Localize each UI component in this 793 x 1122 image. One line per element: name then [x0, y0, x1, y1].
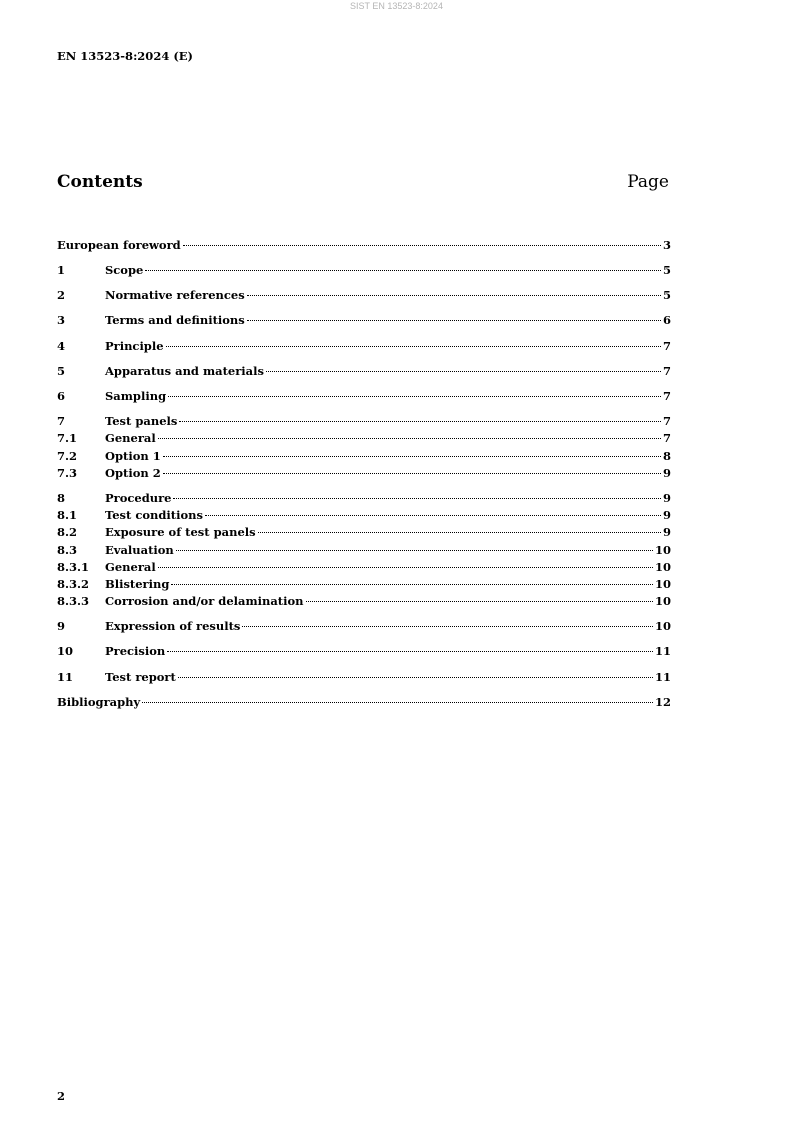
- toc-entry-number: 11: [57, 670, 74, 684]
- leader-dots: [173, 498, 661, 499]
- toc-entry-3[interactable]: [57, 312, 671, 329]
- leader-dots: [158, 567, 653, 568]
- toc-entry-title: Blistering: [105, 577, 170, 591]
- toc-entry-title: Procedure: [105, 491, 172, 505]
- toc-entry-7[interactable]: [57, 413, 671, 430]
- leader-dots: [258, 532, 661, 533]
- toc-entry-8-2[interactable]: [57, 524, 671, 541]
- toc-entry-10[interactable]: [57, 643, 671, 660]
- leader-dots: [171, 584, 653, 585]
- toc-entry-page: 11: [654, 670, 671, 684]
- toc-entry-8-3-3[interactable]: [57, 593, 671, 610]
- leader-dots: [176, 550, 653, 551]
- toc-entry-page: 7: [662, 431, 671, 445]
- toc-entry-7-3[interactable]: [57, 465, 671, 482]
- toc-entry-number: 7.1: [57, 431, 78, 445]
- toc-entry-number: 2: [57, 288, 66, 302]
- watermark: SIST EN 13523-8:2024: [350, 1, 443, 11]
- leader-dots: [167, 651, 653, 652]
- toc-entry-page: 9: [662, 466, 671, 480]
- toc-entry-title: Exposure of test panels: [105, 525, 256, 539]
- toc-entry-number: 9: [57, 619, 66, 633]
- toc-entry-title: General: [105, 560, 156, 574]
- toc-entry-number: 4: [57, 339, 66, 353]
- toc-entry-number: 8.3.3: [57, 594, 90, 608]
- leader-dots: [306, 601, 653, 602]
- toc-entry-11[interactable]: [57, 669, 671, 686]
- toc-entry-number: 7.3: [57, 466, 78, 480]
- leader-dots: [166, 346, 661, 347]
- toc-entry-title: Precision: [105, 644, 166, 658]
- toc-entry-2[interactable]: [57, 287, 671, 304]
- toc-entry-number: 1: [57, 263, 66, 277]
- toc-entry-page: 7: [662, 414, 671, 428]
- toc-entry-5[interactable]: [57, 363, 671, 380]
- toc-entry-6[interactable]: [57, 388, 671, 405]
- toc-entry-8-3-2[interactable]: [57, 576, 671, 593]
- toc-entry-page: 11: [654, 644, 671, 658]
- toc-entry-number: 8.2: [57, 525, 78, 539]
- leader-dots: [205, 515, 661, 516]
- leader-dots: [247, 295, 661, 296]
- toc-entry-7-1[interactable]: [57, 430, 671, 447]
- toc-entry-page: 10: [654, 594, 671, 608]
- toc-entry-bibliography[interactable]: [57, 694, 671, 711]
- toc-entry-number: 6: [57, 389, 66, 403]
- toc-entry-title: Scope: [105, 263, 144, 277]
- leader-dots: [168, 396, 661, 397]
- page-column-label: Page: [627, 172, 669, 192]
- toc-entry-title: Expression of results: [105, 619, 241, 633]
- leader-dots: [145, 270, 661, 271]
- toc-entry-number: 7: [57, 414, 66, 428]
- toc-entry-page: 7: [662, 389, 671, 403]
- toc-entry-title: Sampling: [105, 389, 167, 403]
- toc-entry-page: 3: [662, 238, 671, 252]
- toc-entry-number: 8.1: [57, 508, 78, 522]
- toc-entry-page: 10: [654, 577, 671, 591]
- toc-entry-page: 12: [654, 695, 671, 709]
- toc-entry-page: 9: [662, 508, 671, 522]
- toc-entry-number: 8.3: [57, 543, 78, 557]
- toc-entry-8[interactable]: [57, 490, 671, 507]
- toc-entry-page: 5: [662, 288, 671, 302]
- toc-entry-number: 8.3.2: [57, 577, 90, 591]
- toc-entry-foreword[interactable]: [57, 237, 671, 254]
- leader-dots: [163, 473, 661, 474]
- toc-entry-8-3[interactable]: [57, 542, 671, 559]
- toc-entry-title: Apparatus and materials: [105, 364, 264, 378]
- toc-entry-number: 7.2: [57, 449, 78, 463]
- toc-entry-title: Bibliography: [57, 695, 141, 709]
- document-id: EN 13523-8:2024 (E): [57, 49, 193, 63]
- toc-entry-1[interactable]: [57, 262, 671, 279]
- toc-entry-page: 9: [662, 491, 671, 505]
- toc-entry-page: 9: [662, 525, 671, 539]
- leader-dots: [179, 421, 661, 422]
- toc-entry-title: Corrosion and/or delamination: [105, 594, 304, 608]
- toc-entry-page: 10: [654, 560, 671, 574]
- contents-title: Contents: [57, 172, 143, 192]
- toc-entry-page: 5: [662, 263, 671, 277]
- toc-entry-page: 10: [654, 619, 671, 633]
- toc-entry-title: Evaluation: [105, 543, 174, 557]
- toc-entry-7-2[interactable]: [57, 448, 671, 465]
- leader-dots: [247, 320, 661, 321]
- toc-entry-number: 10: [57, 644, 74, 658]
- leader-dots: [178, 677, 653, 678]
- toc-entry-number: 8.3.1: [57, 560, 90, 574]
- leader-dots: [158, 438, 661, 439]
- toc-entry-title: European foreword: [57, 238, 181, 252]
- leader-dots: [183, 245, 661, 246]
- leader-dots: [163, 456, 661, 457]
- toc-entry-page: 7: [662, 339, 671, 353]
- toc-entry-title: Terms and definitions: [105, 313, 245, 327]
- toc-entry-title: Test conditions: [105, 508, 203, 522]
- leader-dots: [266, 371, 661, 372]
- toc-entry-title: Option 2: [105, 466, 161, 480]
- toc-entry-8-1[interactable]: [57, 507, 671, 524]
- toc-entry-title: Option 1: [105, 449, 161, 463]
- toc-entry-page: 7: [662, 364, 671, 378]
- toc-entry-number: 8: [57, 491, 66, 505]
- toc-entry-title: Normative references: [105, 288, 245, 302]
- toc-entry-number: 5: [57, 364, 66, 378]
- toc-entry-title: General: [105, 431, 156, 445]
- toc-entry-title: Test report: [105, 670, 176, 684]
- leader-dots: [242, 626, 653, 627]
- toc-entry-9[interactable]: [57, 618, 671, 635]
- toc-entry-title: Principle: [105, 339, 164, 353]
- toc-entry-title: Test panels: [105, 414, 178, 428]
- page-number: 2: [57, 1089, 66, 1103]
- toc-entry-8-3-1[interactable]: [57, 559, 671, 576]
- toc-entry-page: 6: [662, 313, 671, 327]
- toc-entry-4[interactable]: [57, 338, 671, 355]
- toc-entry-page: 10: [654, 543, 671, 557]
- toc-entry-number: 3: [57, 313, 66, 327]
- toc-entry-page: 8: [662, 449, 671, 463]
- leader-dots: [142, 702, 653, 703]
